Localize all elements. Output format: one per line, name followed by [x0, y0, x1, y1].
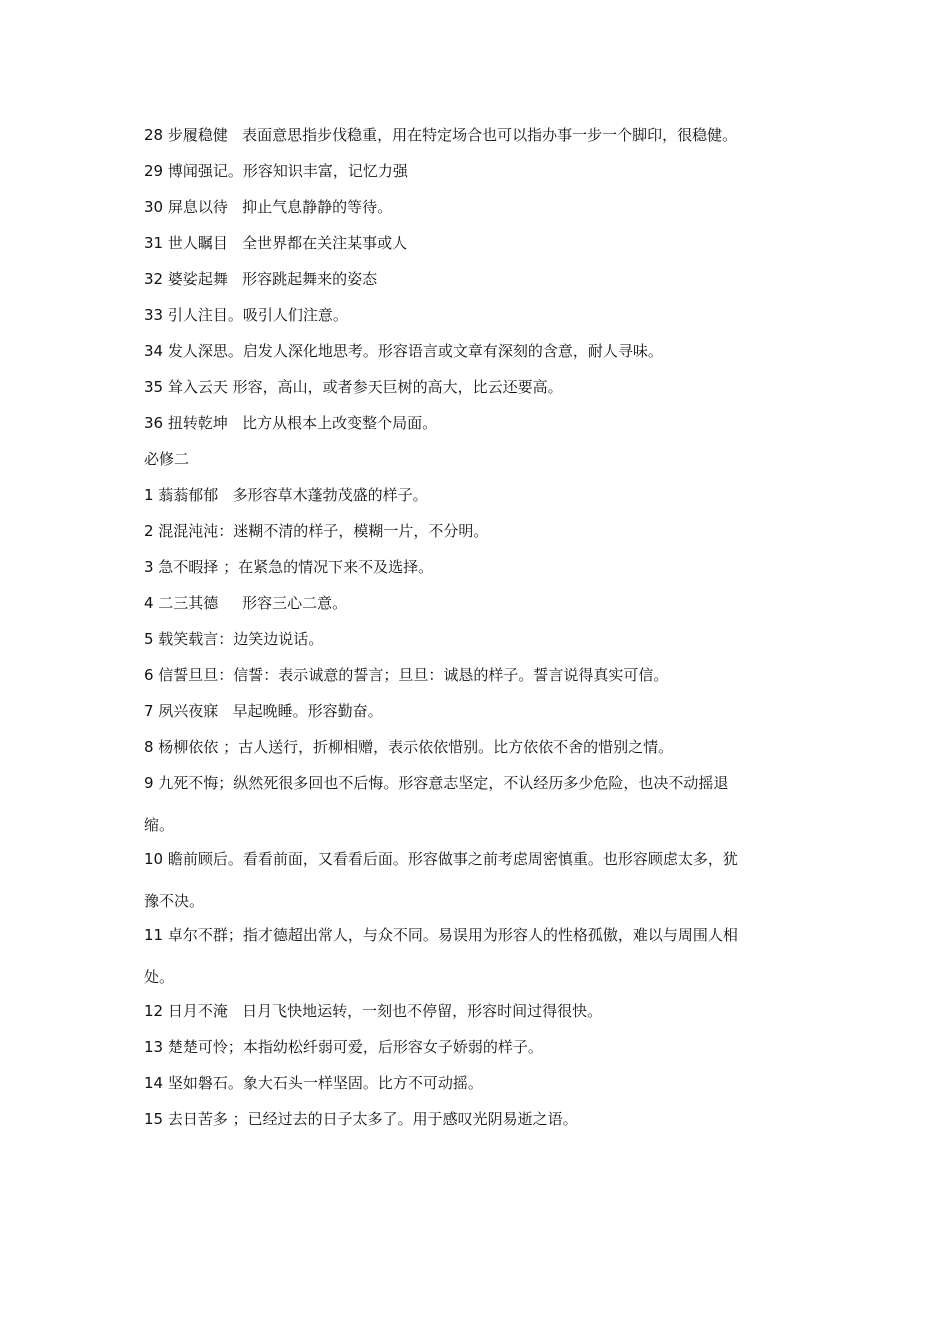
entry-line: 1 蓊蓊郁郁 多形容草木蓬勃茂盛的样子。 — [144, 486, 428, 504]
entry-line: 10 瞻前顾后。看看前面，又看看后面。形容做事之前考虑周密慎重。也形容顾虑太多，犹 — [144, 850, 738, 868]
entry-line: 36 扭转乾坤 比方从根本上改变整个局面。 — [144, 414, 438, 432]
entry-line: 12 日月不淹 日月飞快地运转，一刻也不停留，形容时间过得很快。 — [144, 1002, 603, 1020]
section-heading: 必修二 — [144, 450, 190, 468]
entry-line: 5 载笑载言：边笑边说话。 — [144, 630, 324, 648]
entry-line: 3 急不暇择 ；在紧急的情况下来不及选择。 — [144, 558, 434, 576]
entry-line: 6 信誓旦旦：信誓：表示诚意的誓言；旦旦：诚恳的样子。誓言说得真实可信。 — [144, 666, 669, 684]
entry-line: 34 发人深思。启发人深化地思考。形容语言或文章有深刻的含意，耐人寻味。 — [144, 342, 663, 360]
entry-line: 29 博闻强记。形容知识丰富，记忆力强 — [144, 162, 408, 180]
entry-line-continuation: 豫不决。 — [144, 892, 205, 910]
entry-line: 31 世人瞩目 全世界都在关注某事或人 — [144, 234, 408, 252]
document-body — [144, 124, 809, 1144]
entry-line: 28 步履稳健 表面意思指步伐稳重，用在特定场合也可以指办事一步一个脚印，很稳健。 — [144, 126, 738, 144]
entry-line: 9 九死不悔；纵然死很多回也不后悔。形容意志坚定，不认经历多少危险，也决不动摇退 — [144, 774, 729, 792]
entry-line: 4 二三其德 形容三心二意。 — [144, 594, 348, 612]
entry-line: 11 卓尔不群；指才德超出常人，与众不同。易误用为形容人的性格孤傲，难以与周围人相 — [144, 926, 738, 944]
entry-line: 2 混混沌沌：迷糊不清的样子，模糊一片，不分明。 — [144, 522, 489, 540]
entry-line: 32 婆娑起舞 形容跳起舞来的姿态 — [144, 270, 378, 288]
entry-line: 35 耸入云天 形容，高山，或者参天巨树的高大，比云还要高。 — [144, 378, 563, 396]
entry-line: 8 杨柳依依 ；古人送行，折柳相赠，表示依依惜别。比方依依不舍的惜别之情。 — [144, 738, 674, 756]
entry-line-continuation: 缩。 — [144, 816, 175, 834]
entry-line: 15 去日苦多 ；已经过去的日子太多了。用于感叹光阴易逝之语。 — [144, 1110, 578, 1128]
entry-line: 30 屏息以待 抑止气息静静的等待。 — [144, 198, 393, 216]
entry-line: 7 夙兴夜寐 早起晚睡。形容勤奋。 — [144, 702, 383, 720]
entry-line: 14 坚如磐石。象大石头一样坚固。比方不可动摇。 — [144, 1074, 483, 1092]
entry-line: 33 引人注目。吸引人们注意。 — [144, 306, 348, 324]
entry-line: 13 楚楚可怜；本指幼松纤弱可爱，后形容女子娇弱的样子。 — [144, 1038, 543, 1056]
entry-line-continuation: 处。 — [144, 968, 175, 986]
